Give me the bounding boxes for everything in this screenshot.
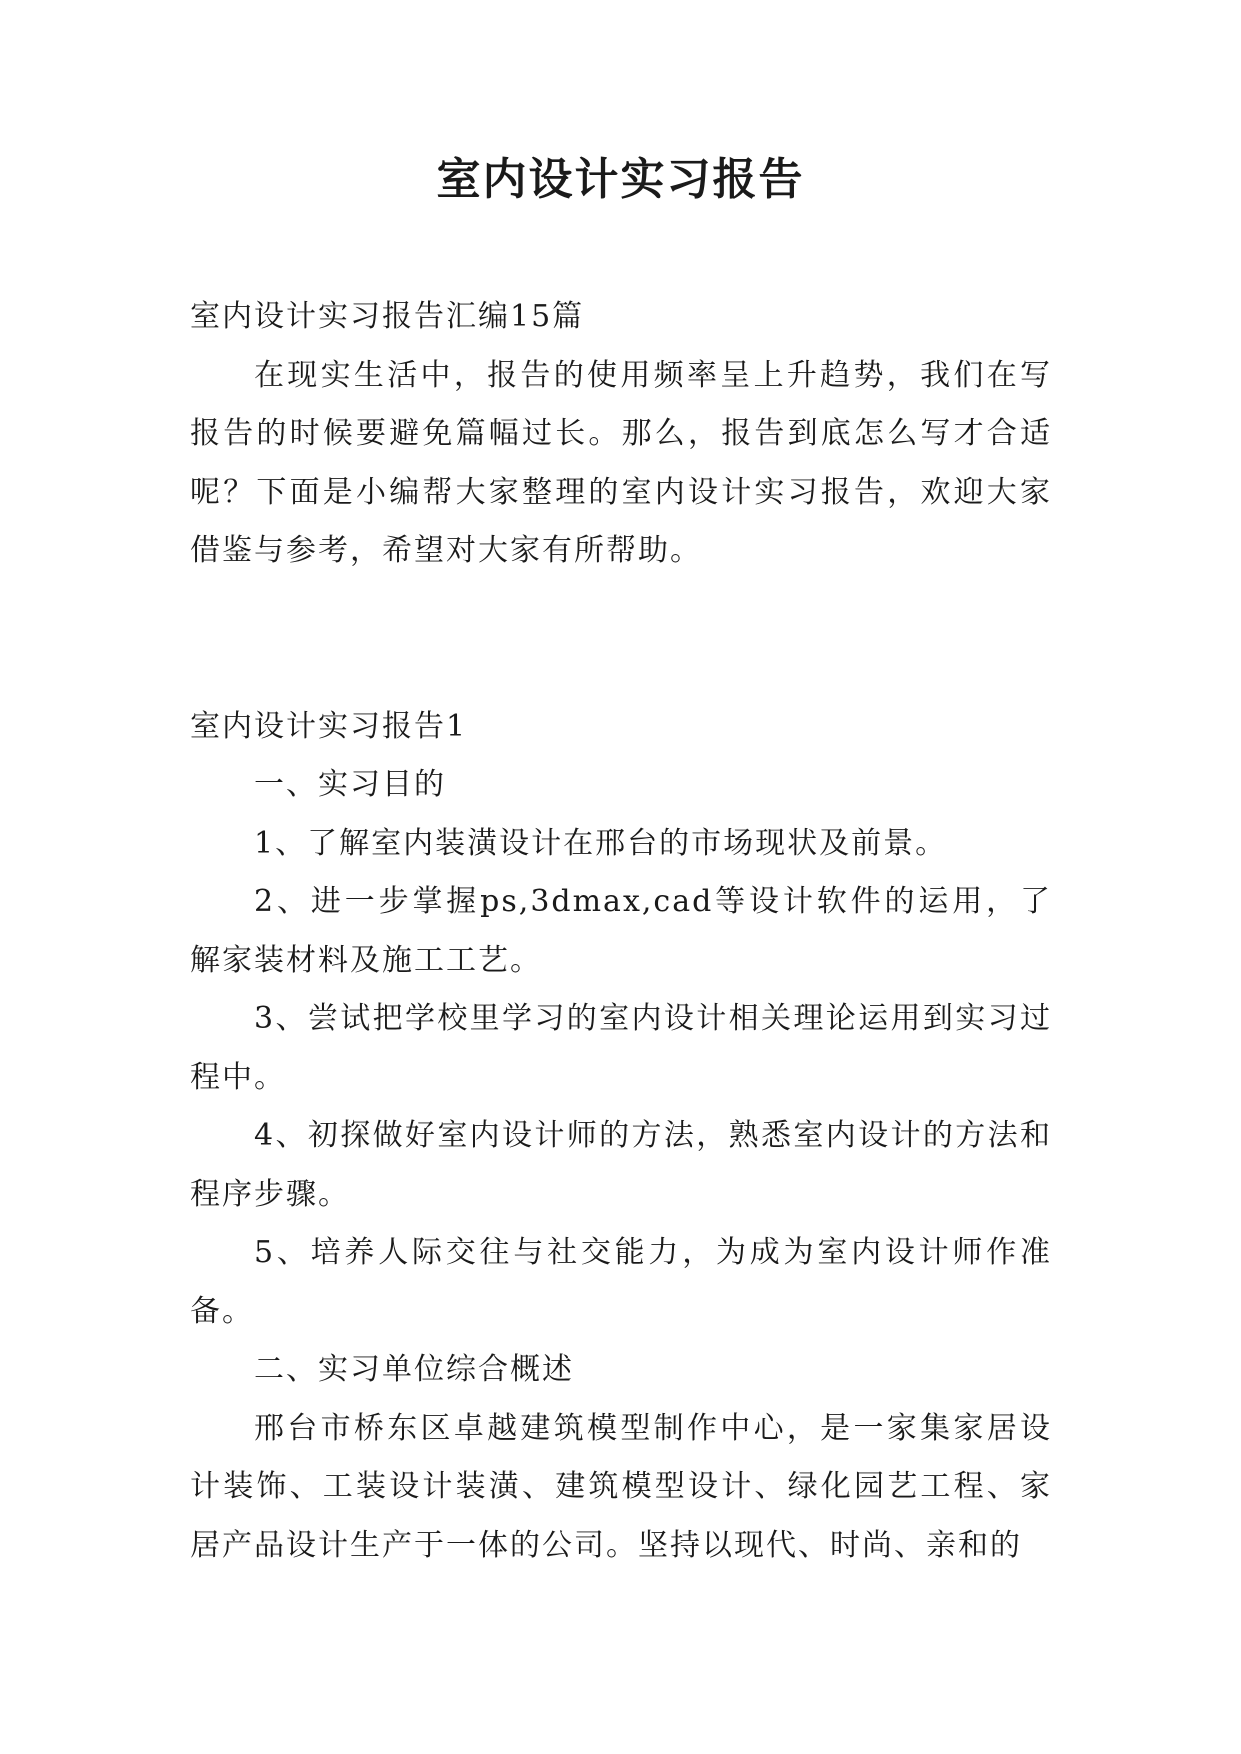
part2-paragraph: 邢台市桥东区卓越建筑模型制作中心，是一家集家居设计装饰、工装设计装潢、建筑模型设计、绿化园艺工程、家居产品设计生产于一体的公司。坚持以现代、时尚、亲和的 (190, 1410, 1052, 1563)
section-spacer (190, 581, 1052, 698)
section-heading: 室内设计实习报告1 (190, 708, 468, 744)
part2-heading: 二、实习单位综合概述 (254, 1352, 574, 1387)
document-body (190, 288, 1052, 1575)
list-item: 3、尝试把学校里学习的室内设计相关理论运用到实习过程中。 (190, 1001, 1052, 1095)
document-title: 室内设计实习报告 (436, 154, 805, 205)
list-item: 5、培养人际交往与社交能力，为成为室内设计师作准备。 (190, 1235, 1052, 1329)
part1-heading: 一、实习目的 (254, 767, 446, 802)
list-item: 4、初探做好室内设计师的方法，熟悉室内设计的方法和程序步骤。 (190, 1118, 1052, 1212)
document-subtitle: 室内设计实习报告汇编15篇 (190, 299, 585, 334)
list-item: 1、了解室内装潢设计在邢台的市场现状及前景。 (254, 825, 948, 861)
intro-paragraph: 在现实生活中，报告的使用频率呈上升趋势，我们在写报告的时候要避免篇幅过长。那么，报告到底怎么写才合适呢？下面是小编帮大家整理的室内设计实习报告，欢迎大家借鉴与参考，希望对大家有所帮助。 (190, 357, 1052, 568)
list-item: 2、进一步掌握ps,3dmax,cad等设计软件的运用，了解家装材料及施工工艺。 (190, 884, 1052, 978)
